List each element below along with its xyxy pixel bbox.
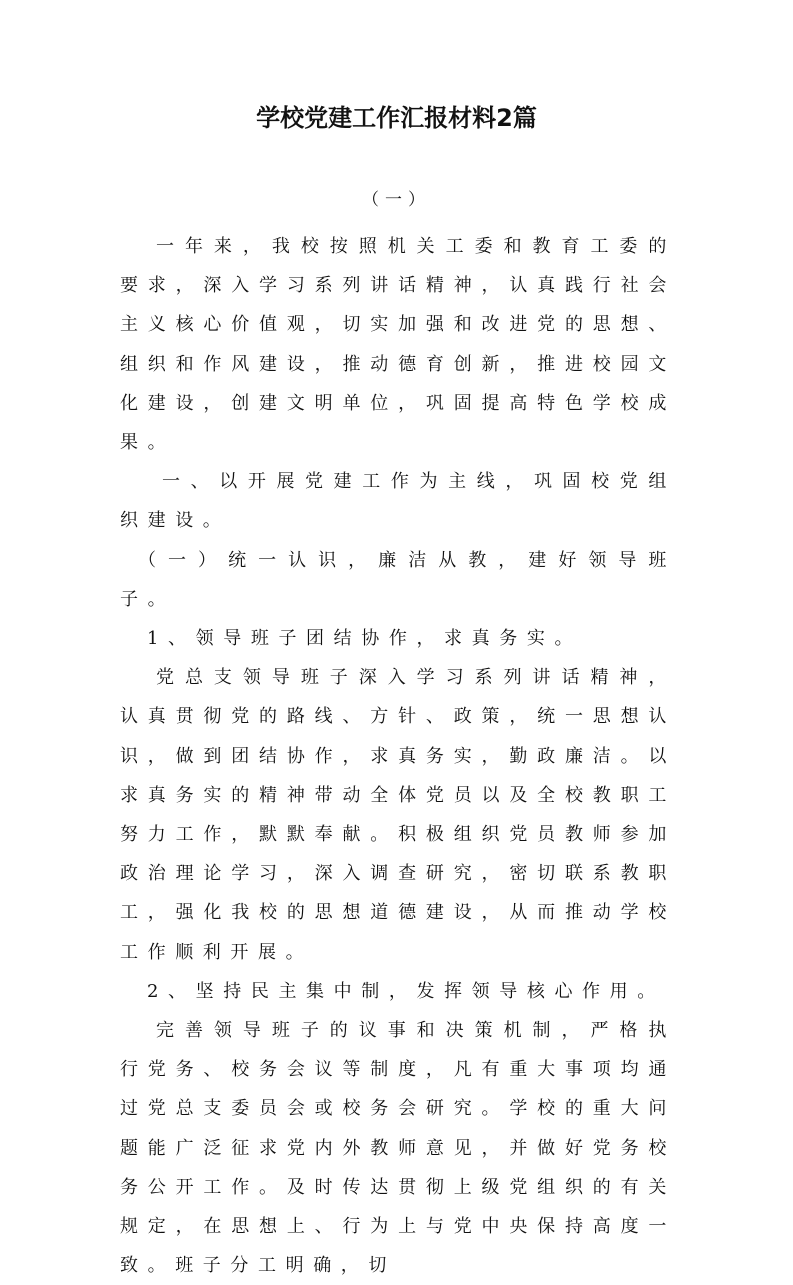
intro-paragraph: 一年来，我校按照机关工委和教育工委的要求，深入学习系列讲话精神，认真践行社会主义核心价值观，切实加强和改进党的思想、组织和作风建设，推动德育创新，推进校园文化建设，创建文明单位，巩固提高特色学校成果。 — [120, 236, 676, 454]
heading-level-1: 一、以开展党建工作为主线，巩固校党组织建设。 — [120, 471, 676, 532]
heading-level-2: （一）统一认识，廉洁从教，建好领导班子。 — [120, 549, 676, 610]
heading-level-3: 1、领导班子团结协作，求真务实。 — [147, 628, 583, 650]
document-body — [120, 227, 676, 1285]
heading-level-3: 2、坚持民主集中制，发挥领导核心作用。 — [147, 980, 665, 1002]
section-label: （一） — [362, 190, 431, 210]
body-paragraph: 完善领导班子的议事和决策机制，严格执行党务、校务会议等制度，凡有重大事项均通过党总支委员会或校务会研究。学校的重大问题能广泛征求党内外教师意见，并做好党务校务公开工作。及时传达贯彻上级党组织的有关规定，在思想上、行为上与党中央保持高度一致。班子分工明确，切 — [120, 1020, 676, 1277]
document-title: 学校党建工作汇报材料2篇 — [256, 104, 537, 132]
body-paragraph: 党总支领导班子深入学习系列讲话精神，认真贯彻党的路线、方针、政策，统一思想认识，做到团结协作，求真务实，勤政廉洁。以求真务实的精神带动全体党员以及全校教职工努力工作，默默奉献。积极组织党员教师参加政治理论学习，深入调查研究，密切联系教职工，强化我校的思想道德建设，从而推动学校工作顺利开展。 — [120, 667, 676, 963]
